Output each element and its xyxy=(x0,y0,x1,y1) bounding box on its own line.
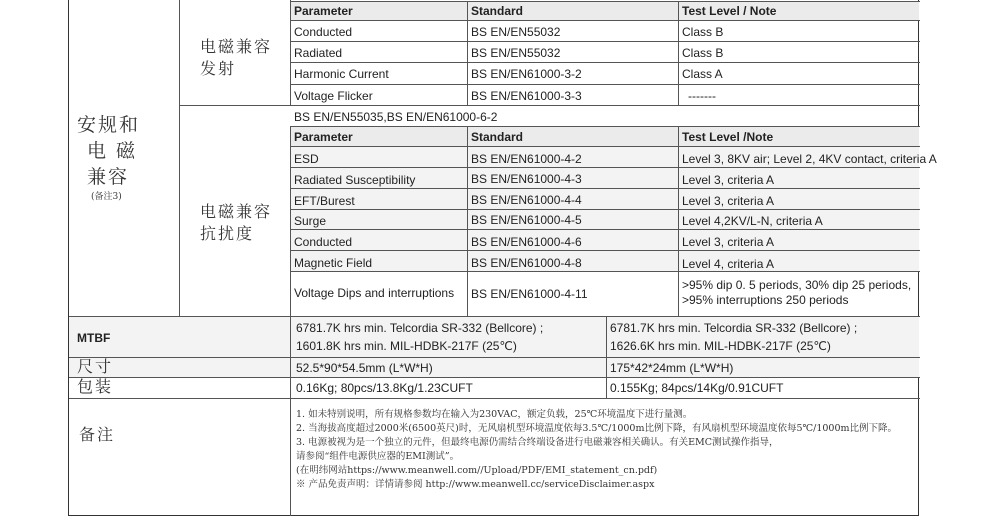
immunity-row-standard: BS EN/EN61000-4-2 xyxy=(471,152,582,166)
emission-row-standard: BS EN/EN55032 xyxy=(471,25,561,39)
immunity-row-standard: BS EN/EN61000-4-8 xyxy=(471,256,582,270)
immunity-row-standard: BS EN/EN61000-4-4 xyxy=(471,193,582,207)
emission-row-standard: BS EN/EN61000-3-3 xyxy=(471,89,582,103)
immunity-header-level: Test Level /Note xyxy=(682,130,774,144)
immunity-row-parameter: Surge xyxy=(294,214,327,228)
immunity-header-parameter: Parameter xyxy=(294,130,353,144)
dips-standard: BS EN/EN61000-4-11 xyxy=(471,287,588,301)
immunity-row-level: Level 4, criteria A xyxy=(682,257,775,271)
dips-level-line-2: >95% interruptions 250 periods xyxy=(682,293,849,307)
disclaimer-line: ※ 产品免责声明：详情请参阅 http://www.meanwell.cc/serviceDisclaimer.aspx xyxy=(296,479,655,490)
spec-sheet xyxy=(68,0,937,516)
immunity-row-parameter: Radiated Susceptibility xyxy=(294,173,416,187)
immunity-row-parameter: EFT/Burest xyxy=(294,194,355,208)
immunity-row-level: Level 3, criteria A xyxy=(682,173,775,187)
immunity-row-level: Level 4,2KV/L-N, criteria A xyxy=(682,214,823,228)
mtbf-left-line-1: 6781.7K hrs min. Telcordia SR-332 (Bellcore) ; xyxy=(296,321,544,335)
section-title-line-2: 电 磁 xyxy=(87,140,138,162)
dips-parameter: Voltage Dips and interruptions xyxy=(294,286,455,300)
emission-row-level: ------- xyxy=(688,89,716,103)
emission-row-level: Class A xyxy=(682,67,723,81)
note-line-1: 1. 如未特别说明，所有规格参数均在输入为230VAC，额定负载，25℃环境温度下进行量测。 xyxy=(296,409,693,420)
emission-label-line-1: 电磁兼容 xyxy=(200,37,273,56)
emission-row-parameter: Radiated xyxy=(294,46,343,60)
immunity-label-line-2: 抗扰度 xyxy=(200,224,255,243)
dimension-right: 175*42*24mm (L*W*H) xyxy=(610,361,734,375)
immunity-header-shade xyxy=(290,126,919,146)
notes-label: 备注 xyxy=(79,425,116,444)
emission-label-line-2: 发射 xyxy=(200,59,237,78)
immunity-row-level: Level 3, criteria A xyxy=(682,194,775,208)
immunity-label-line-1: 电磁兼容 xyxy=(200,202,273,221)
emission-row-parameter: Harmonic Current xyxy=(294,67,389,81)
emission-row-level: Class B xyxy=(682,46,724,60)
section-title-line-3: 兼容 xyxy=(87,166,130,188)
emission-header-shade xyxy=(290,1,919,20)
immunity-row-parameter: ESD xyxy=(294,152,319,166)
packing-left: 0.16Kg; 80pcs/13.8Kg/1.23CUFT xyxy=(296,381,473,395)
mtbf-right-line-1: 6781.7K hrs min. Telcordia SR-332 (Bellcore) ; xyxy=(610,321,858,335)
immunity-standard-line: BS EN/EN55035,BS EN/EN61000-6-2 xyxy=(294,110,498,124)
note-line-3: 3. 电源被视为是一个独立的元件，但最终电源仍需结合终端设备进行电磁兼容相关确认。有关EMC测试操作指导， xyxy=(296,437,779,448)
emission-header-level: Test Level / Note xyxy=(682,4,777,18)
packing-label: 包装 xyxy=(77,377,114,396)
immunity-header-standard: Standard xyxy=(471,130,524,144)
immunity-row-standard: BS EN/EN61000-4-3 xyxy=(471,172,582,186)
immunity-row-level: Level 3, 8KV air; Level 2, 4KV contact, criteria A xyxy=(682,152,937,166)
dips-level-line-1: >95% dip 0. 5 periods, 30% dip 25 periods, xyxy=(682,278,912,292)
mtbf-label: MTBF xyxy=(77,331,111,345)
note-line-2: 2. 当海拔高度超过2000米(6500英尺)时，无风扇机型环境温度依每3.5℃/1000m比例下降，有风扇机型环境温度依每5℃/1000m比例下降。 xyxy=(296,423,898,434)
section-note-ref: (备注3) xyxy=(91,192,122,202)
emission-header-parameter: Parameter xyxy=(294,4,353,18)
dimension-left: 52.5*90*54.5mm (L*W*H) xyxy=(296,361,433,375)
emission-header-standard: Standard xyxy=(471,4,524,18)
mtbf-right-line-2: 1626.6K hrs min. MIL-HDBK-217F (25℃) xyxy=(610,339,831,353)
emission-row-parameter: Conducted xyxy=(294,25,353,39)
immunity-row-parameter: Magnetic Field xyxy=(294,256,373,270)
immunity-row-level: Level 3, criteria A xyxy=(682,235,775,249)
emission-row-standard: BS EN/EN55032 xyxy=(471,46,561,60)
immunity-row-standard: BS EN/EN61000-4-6 xyxy=(471,235,582,249)
emission-row-level: Class B xyxy=(682,25,724,39)
emission-row-parameter: Voltage Flicker xyxy=(294,89,373,103)
note-line-4: 请参阅“组件电源供应器的EMI测试”。 xyxy=(296,451,460,462)
section-title-line-1: 安规和 xyxy=(77,114,141,136)
packing-right: 0.155Kg; 84pcs/14Kg/0.91CUFT xyxy=(610,381,784,395)
immunity-row-parameter: Conducted xyxy=(294,235,353,249)
note-line-5: (在明纬网站https://www.meanwell.com//Upload/PDF/EMI_statement_cn.pdf) xyxy=(296,465,658,476)
mtbf-left-line-2: 1601.8K hrs min. MIL-HDBK-217F (25℃) xyxy=(296,339,517,353)
emission-row-standard: BS EN/EN61000-3-2 xyxy=(471,67,582,81)
immunity-row-standard: BS EN/EN61000-4-5 xyxy=(471,213,582,227)
dimension-label: 尺寸 xyxy=(77,357,114,376)
